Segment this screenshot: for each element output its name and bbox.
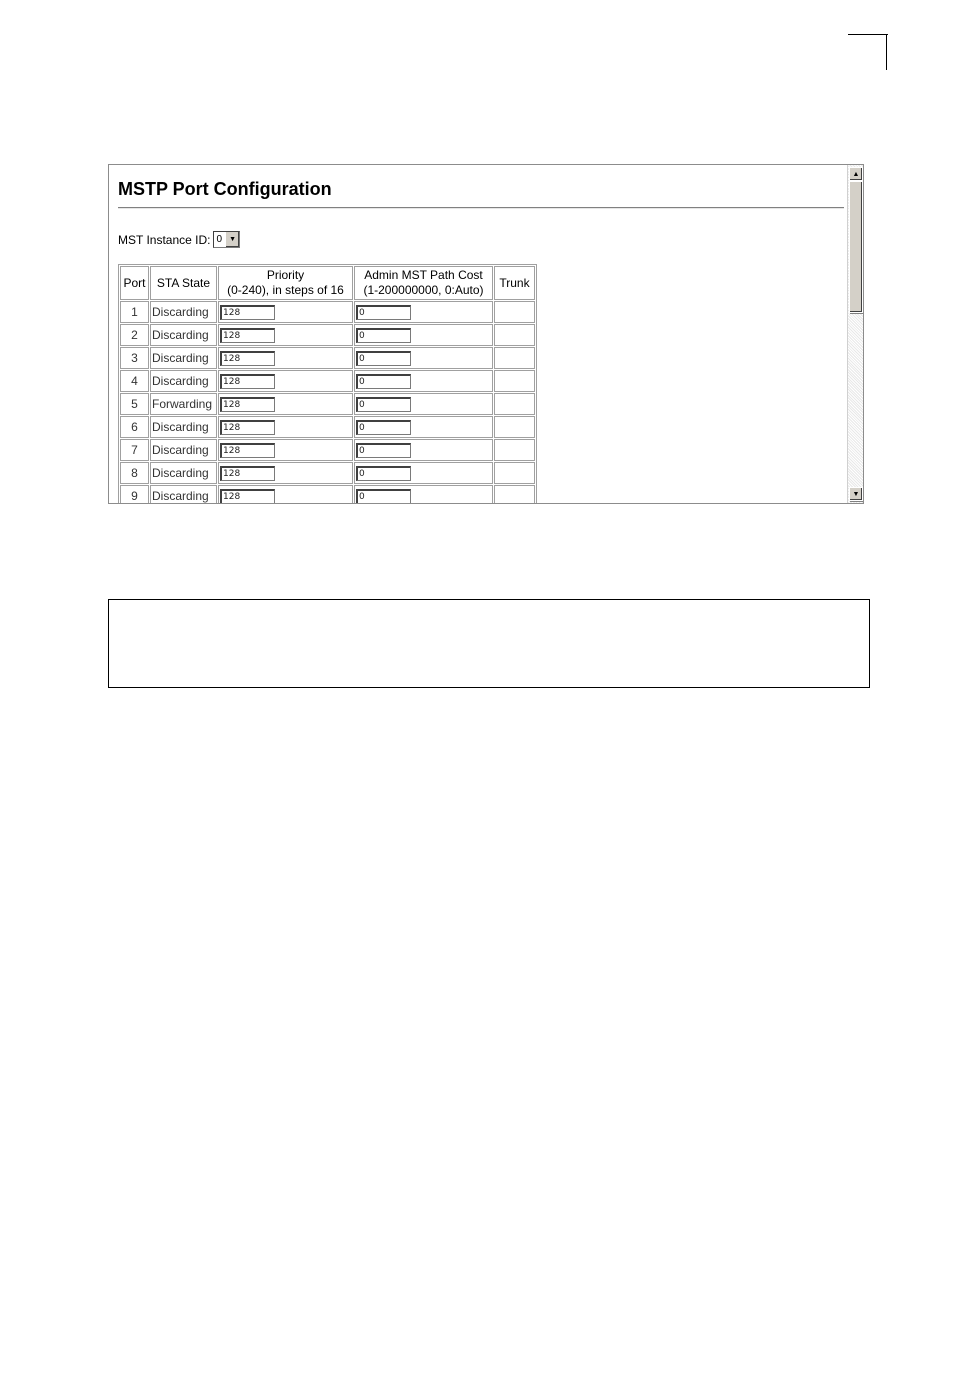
priority-cell [218,370,353,392]
table-row [120,462,535,484]
priority-input[interactable]: 128 [220,397,275,412]
port-number: 6 [120,416,149,438]
path-cost-cell [354,301,493,323]
priority-cell [218,324,353,346]
port-number: 2 [120,324,149,346]
sta-state: Discarding [150,301,217,323]
priority-cell [218,301,353,323]
priority-input[interactable]: 128 [220,305,275,320]
header-path-cost-range: (1-200000000, 0:Auto) [363,283,484,297]
priority-input[interactable]: 128 [220,466,275,481]
priority-input[interactable]: 128 [220,420,275,435]
trunk-cell [494,462,535,484]
header-sta-state: STA State [150,266,217,300]
path-cost-cell [354,324,493,346]
sta-state: Discarding [150,439,217,461]
corner-crop-mark-vertical [886,34,887,70]
path-cost-cell [354,347,493,369]
priority-input[interactable]: 128 [220,489,275,504]
path-cost-cell [354,370,493,392]
path-cost-cell [354,439,493,461]
trunk-cell [494,347,535,369]
header-trunk: Trunk [494,266,535,300]
browser-screenshot [108,164,864,504]
header-path-cost [354,266,493,300]
page-title: MSTP Port Configuration [118,179,332,199]
table-row [120,485,535,504]
table-header-row [120,266,535,300]
table-row [120,439,535,461]
header-priority [218,266,353,300]
sta-state: Discarding [150,370,217,392]
table-row [120,324,535,346]
priority-input[interactable]: 128 [220,351,275,366]
port-number: 7 [120,439,149,461]
table-row [120,393,535,415]
sta-state: Discarding [150,462,217,484]
instance-row [118,231,240,248]
instance-select-value: 0 [216,234,223,245]
trunk-cell [494,370,535,392]
sta-state: Discarding [150,347,217,369]
arrow-down-icon[interactable]: ▼ [849,487,863,501]
port-number: 8 [120,462,149,484]
priority-input[interactable]: 128 [220,328,275,343]
corner-crop-mark-horizontal [848,34,888,35]
port-number: 1 [120,301,149,323]
instance-select[interactable] [213,231,240,248]
path-cost-input[interactable]: 0 [356,420,411,435]
page-content [109,165,850,504]
path-cost-cell [354,462,493,484]
path-cost-input[interactable]: 0 [356,466,411,481]
priority-cell [218,393,353,415]
port-table [118,264,537,504]
sta-state: Forwarding [150,393,217,415]
priority-cell [218,439,353,461]
table-row [120,347,535,369]
arrow-up-icon[interactable]: ▲ [849,167,863,181]
header-path-cost-title: Admin MST Path Cost [364,268,483,282]
header-port: Port [120,266,149,300]
port-number: 9 [120,485,149,504]
sta-state: Discarding [150,485,217,504]
port-number: 5 [120,393,149,415]
trunk-cell [494,485,535,504]
priority-cell [218,416,353,438]
table-row [120,416,535,438]
trunk-cell [494,393,535,415]
trunk-cell [494,324,535,346]
path-cost-input[interactable]: 0 [356,489,411,504]
scrollbar-thumb[interactable] [849,181,863,313]
port-number: 3 [120,347,149,369]
path-cost-input[interactable]: 0 [356,328,411,343]
sta-state: Discarding [150,324,217,346]
priority-cell [218,347,353,369]
path-cost-cell [354,485,493,504]
priority-cell [218,485,353,504]
vertical-scrollbar[interactable] [847,165,863,503]
trunk-cell [494,416,535,438]
path-cost-input[interactable]: 0 [356,397,411,412]
sta-state: Discarding [150,416,217,438]
priority-input[interactable]: 128 [220,374,275,389]
title-divider [118,207,844,209]
priority-cell [218,462,353,484]
path-cost-cell [354,416,493,438]
trunk-cell [494,439,535,461]
path-cost-input[interactable]: 0 [356,374,411,389]
table-row [120,301,535,323]
instance-label: MST Instance ID: [118,232,211,247]
path-cost-input[interactable]: 0 [356,351,411,366]
priority-input[interactable]: 128 [220,443,275,458]
caption-box [108,599,870,688]
path-cost-cell [354,393,493,415]
table-row [120,370,535,392]
path-cost-input[interactable]: 0 [356,443,411,458]
port-number: 4 [120,370,149,392]
path-cost-input[interactable]: 0 [356,305,411,320]
header-priority-range: (0-240), in steps of 16 [227,283,344,297]
header-priority-title: Priority [266,268,305,282]
trunk-cell [494,301,535,323]
chevron-down-icon[interactable]: ▼ [225,232,239,247]
